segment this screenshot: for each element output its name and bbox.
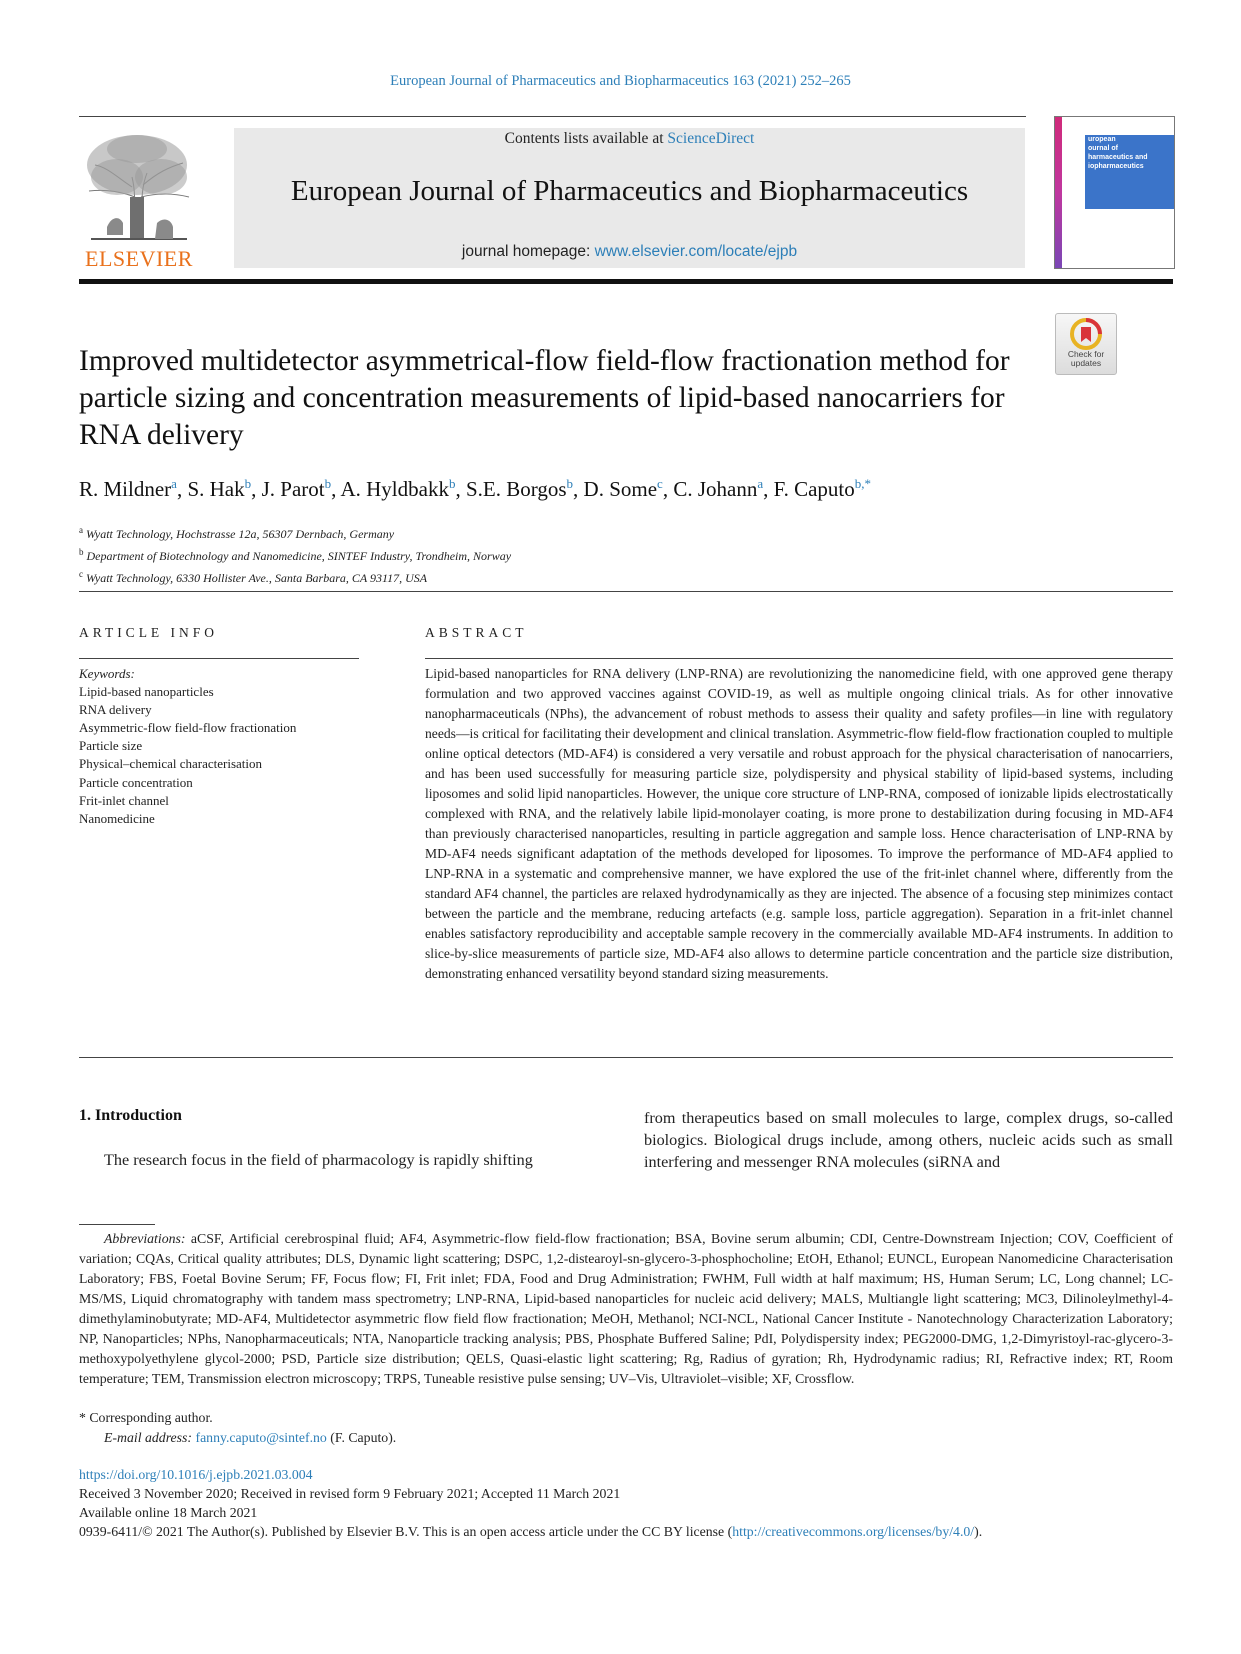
abstract-heading: ABSTRACT (425, 625, 528, 640)
author-affiliation-mark[interactable]: a (757, 476, 764, 491)
keyword: Frit-inlet channel (79, 792, 169, 808)
journal-homepage-line: journal homepage: www.elsevier.com/locate/ejpb (461, 243, 798, 260)
abbreviations-text: aCSF, Artificial cerebrospinal fluid; AF4, Asymmetric-flow field-flow fractionation; BSA, Bovine serum albumin; CDI, Centre-Downstream Injection; COV, Coefficient of variation; CQAs, Critical quality attributes; DLS, Dynamic light scattering; DSPC, 1,2-distearoyl-sn-glycero-3-phosphocholine; EtOH, Ethanol; EUNCL, European Nanomedicine Characterisation Laboratory; FBS, Foetal Bovine Serum; FF, Focus flow; FI, Frit inlet; FDA, Food and Drug Administration; FWHM, Full width at half maximum; HS, Human Serum; LC, Long channel; LC-MS/MS, Liquid chromatography with tandem mass spectrometry; LNP-RNA, Lipid-based nanoparticles for nucleic acid delivery; MALS, Multiangle light scattering; MC3, Dilinoleylmethyl-4-dimethylaminobutyrate; MD-AF4, Multidetector asymmetric flow field flow fractionation; MeOH, Methanol; NCI-NCL, National Cancer Institute - Nanotechnology Characterization Laboratory; NP, Nanoparticles; NPhs, Nanopharmaceuticals; NTA, Nanoparticle tracking analysis; PBS, Phosphate Buffered Saline; PdI, Polydispersity index; PEG2000-DMG, 1,2-Dimyristoyl-rac-glycero-3-methoxypolyethylene glycol-2000; PSD, Particle size distribution; QELS, Quasi-elastic light scattering; Rg, Radius of gyration; Rh, Hydrodynamic radius; RI, Refractive index; RT, Room temperature; TEM, Transmission electron microscopy; TRPS, Tuneable resistive pulse sensing; UV–Vis, Ultraviolet–visible; XF, Crossflow. (79, 1231, 1173, 1386)
contents-available-line: Contents lists available at ScienceDirect (504, 130, 755, 147)
author-affiliation-mark[interactable]: b (324, 476, 332, 491)
check-for-updates-button[interactable] (1055, 313, 1117, 375)
author[interactable]: R. Mildner (79, 477, 172, 501)
journal-homepage-link[interactable]: www.elsevier.com/locate/ejpb (594, 243, 798, 260)
article-info-rule (79, 658, 359, 659)
journal-cover-thumbnail[interactable] (1054, 116, 1175, 269)
footnote-rule (79, 1224, 155, 1225)
author-affiliation-mark[interactable]: c (657, 476, 663, 491)
author[interactable]: D. Some (583, 477, 658, 501)
keyword: Lipid-based nanoparticles (79, 684, 214, 700)
corresponding-author-note: * Corresponding author. (79, 1410, 213, 1425)
header-divider (79, 116, 1026, 117)
journal-citation[interactable]: European Journal of Pharmaceutics and Biopharmaceutics 163 (2021) 252–265 (390, 73, 851, 89)
author[interactable]: S. Hak (187, 477, 245, 501)
abbreviations-footnote (79, 1229, 1173, 1389)
affiliation: $^a$ Wyatt Technology, Hochstrasse 12a, 56307 Dernbach, Germany (79, 525, 395, 541)
keyword: Nanomedicine (79, 810, 155, 826)
article-title: Improved multidetector asymmetrical-flow field-flow fractionation method for particle sizing and concentration measurements of lipid-based nanocarriers for RNA delivery (79, 345, 1010, 451)
journal-masthead (234, 128, 1025, 268)
article-info-heading: ARTICLE INFO (79, 625, 219, 640)
keyword: Physical–chemical characterisation (79, 756, 263, 772)
journal-title: European Journal of Pharmaceutics and Biopharmaceutics (290, 175, 969, 207)
check-for-updates-label: Check for updates (1067, 349, 1105, 368)
author[interactable]: S.E. Borgos (465, 477, 567, 501)
author[interactable]: C. Johann (673, 477, 758, 501)
author-list: R. Mildner$^a$, S. Hak$^b$, J. Parot$^b$, A. Hyldbakk$^b$, S.E. Borgos$^b$, D. Some$^c$, C. Johann$^a$, F. Caputo$^{b,*}$ (79, 476, 872, 501)
author-affiliation-mark[interactable]: a (171, 476, 177, 491)
cover-color-strip (1055, 117, 1062, 268)
author-affiliation-mark[interactable]: b (244, 476, 252, 491)
author[interactable]: J. Parot (261, 477, 325, 501)
email-line: E-mail address: fanny.caputo@sintef.no (F. Caputo). (104, 1430, 397, 1445)
introduction-column-1: The research focus in the field of pharmacology is rapidly shifting (104, 1151, 533, 1169)
introduction-heading: 1. Introduction (79, 1107, 182, 1124)
author[interactable]: F. Caputo (773, 477, 855, 501)
affiliation: $^c$ Wyatt Technology, 6330 Hollister Ave., Santa Barbara, CA 93117, USA (79, 569, 428, 585)
email-link[interactable]: fanny.caputo@sintef.no (195, 1430, 327, 1445)
affiliation: $^b$ Department of Biotechnology and Nanomedicine, SINTEF Industry, Trondheim, Norway (79, 547, 512, 563)
author[interactable]: A. Hyldbakk (340, 477, 449, 501)
abstract-end-rule (79, 1057, 1173, 1058)
keyword: Particle concentration (79, 774, 193, 790)
doi-link[interactable]: https://doi.org/10.1016/j.ejpb.2021.03.004 (79, 1467, 313, 1482)
sciencedirect-link[interactable]: ScienceDirect (667, 130, 755, 147)
keyword: Particle size (79, 738, 143, 754)
keywords-label: Keywords: (79, 666, 135, 681)
affiliation-list (79, 521, 511, 587)
elsevier-wordmark: ELSEVIER (85, 246, 193, 271)
keyword: Asymmetric-flow field-flow fractionation (79, 720, 297, 736)
author-affiliation-mark[interactable]: b (448, 476, 456, 491)
masthead-thick-rule (79, 279, 1173, 284)
available-online-date: Available online 18 March 2021 (79, 1505, 258, 1520)
keyword: RNA delivery (79, 702, 152, 718)
abbreviations-label: Abbreviations: (104, 1231, 186, 1246)
introduction-column-2: from therapeutics based on small molecules to large, complex drugs, so-called biologics. Biological drugs include, among others, nucleic acids such as small interfering and messenger RNA molecules (siRNA and (644, 1109, 1173, 1171)
cover-title-text: uropean ournal of harmaceutics and iopharmaceutics (1088, 136, 1148, 170)
abstract-body: Lipid-based nanoparticles for RNA delivery (LNP-RNA) are revolutionizing the nanomedicine field, with one approved gene therapy formulation and two approved vaccines against COVID-19, as well as multiple ongoing clinical trials. As for other innovative nanopharmaceuticals (NPhs), the advancement of robust methods to assess their quality and safety profiles—in line with regulatory needs—is critical for facilitating their development and clinical translation. Asymmetric-flow field-flow fractionation coupled to multiple online optical detectors (MD-AF4) is considered a very versatile and robust approach for the physical characterisation of nanocarriers, and has been used successfully for measuring particle size, polydispersity and physical stability of lipid-based systems, including liposomes and solid lipid nanoparticles. However, the unique core structure of LNP-RNA, composed of ionizable lipids electrostatically complexed with RNA, and the relatively labile lipid-monolayer coating, is more prone to destabilization during focusing in MD-AF4 than previously characterised nanoparticles, resulting in particle aggregation and sample loss. Hence characterisation of LNP-RNA by MD-AF4 needs significant adaptation of the methods developed for liposomes. To improve the performance of MD-AF4 applied to LNP-RNA in a systematic and comprehensive manner, we have explored the use of the frit-inlet channel where, differently from the standard AF4 channel, the particles are relaxed hydrodynamically as they are injected. The absence of a focusing step minimizes contact between the particle and the membrane, reducing artefacts (e.g. sample loss, particle aggregation). Separation in a frit-inlet channel enables satisfactory reproducibility and acceptable sample recovery in the commercially available MD-AF4 instruments. In addition to slice-by-slice measurements of particle size, MD-AF4 also allows to determine particle concentration and the particle size distribution, demonstrating enhanced versatility beyond standard sizing measurements. (425, 666, 1173, 981)
license-line: 0939-6411/© 2021 The Author(s). Published by Elsevier B.V. This is an open access article under the CC BY license (http://creativecommons.org/licenses/by/4.0/). (79, 1524, 983, 1539)
author-affiliation-mark[interactable]: b,* (854, 476, 872, 491)
license-link[interactable]: http://creativecommons.org/licenses/by/4.0/ (732, 1524, 975, 1539)
section-divider (79, 591, 1173, 592)
keywords-list (79, 665, 296, 828)
received-dates: Received 3 November 2020; Received in revised form 9 February 2021; Accepted 11 March 2021 (79, 1486, 621, 1501)
bookmark-icon (1070, 318, 1102, 350)
author-affiliation-mark[interactable]: b (566, 476, 574, 491)
abstract-rule (425, 658, 1173, 659)
